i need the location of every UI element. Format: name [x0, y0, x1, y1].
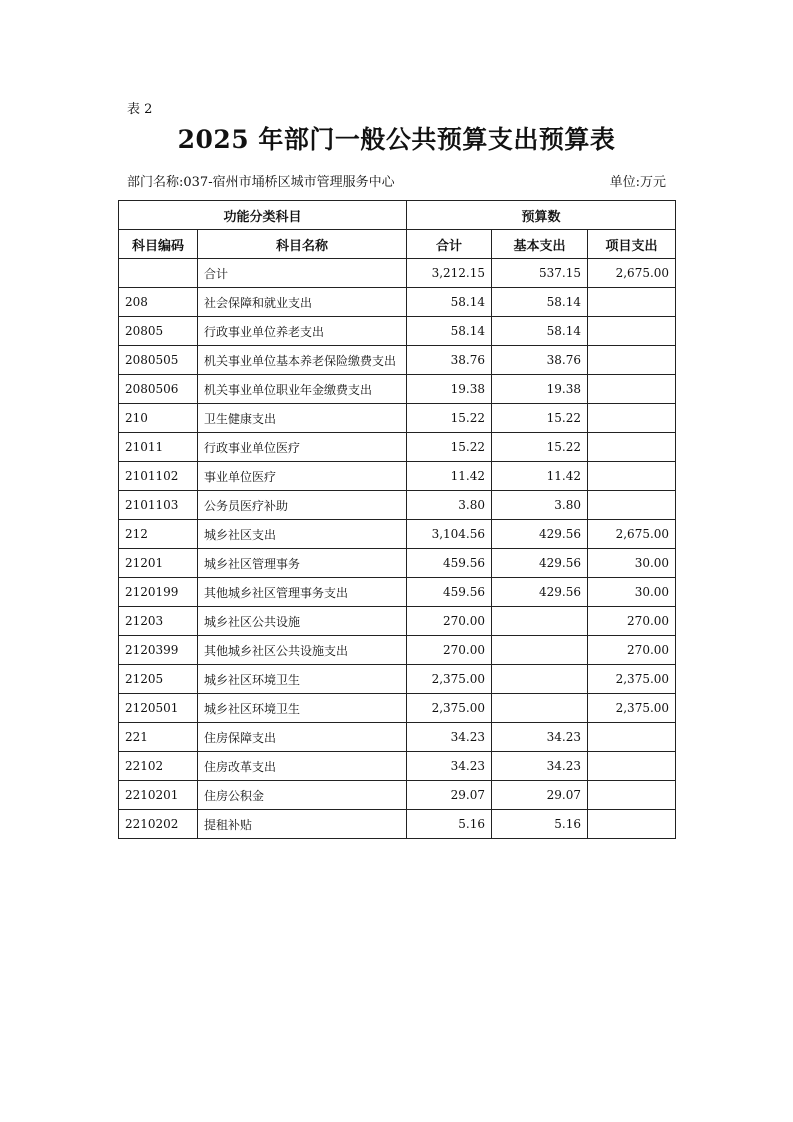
cell-code: 210: [119, 404, 198, 433]
column-header-name: 科目名称: [198, 230, 407, 259]
cell-total: 15.22: [407, 433, 492, 462]
department-name: 部门名称:037-宿州市埇桥区城市管理服务中心: [127, 175, 395, 190]
cell-total: 2,375.00: [407, 665, 492, 694]
cell-total: 29.07: [407, 781, 492, 810]
table-row: [119, 665, 676, 694]
cell-name: 城乡社区管理事务: [198, 549, 407, 578]
cell-code: 2101103: [119, 491, 198, 520]
table-row: [119, 578, 676, 607]
cell-total: 15.22: [407, 404, 492, 433]
cell-code: 212: [119, 520, 198, 549]
cell-name: 城乡社区环境卫生: [198, 694, 407, 723]
cell-name: 行政事业单位医疗: [198, 433, 407, 462]
cell-basic: [492, 607, 588, 636]
cell-project: [588, 462, 676, 491]
cell-code: 2210201: [119, 781, 198, 810]
column-header-code: 科目编码: [119, 230, 198, 259]
table-row: [119, 375, 676, 404]
table-row: [119, 259, 676, 288]
cell-basic: [492, 694, 588, 723]
cell-total: 11.42: [407, 462, 492, 491]
cell-name: 住房改革支出: [198, 752, 407, 781]
cell-basic: 5.16: [492, 810, 588, 839]
table-row: [119, 404, 676, 433]
budget-table-body: [119, 259, 676, 839]
cell-project: [588, 288, 676, 317]
cell-basic: 15.22: [492, 404, 588, 433]
group-header-row: [119, 201, 676, 230]
table-label: 表 2: [127, 102, 153, 117]
table-row: [119, 549, 676, 578]
cell-basic: 429.56: [492, 578, 588, 607]
cell-code: 2080506: [119, 375, 198, 404]
cell-name: 卫生健康支出: [198, 404, 407, 433]
cell-total: 459.56: [407, 549, 492, 578]
cell-code: 21203: [119, 607, 198, 636]
cell-total: 2,375.00: [407, 694, 492, 723]
cell-code: 2120199: [119, 578, 198, 607]
cell-project: [588, 346, 676, 375]
cell-basic: 15.22: [492, 433, 588, 462]
budget-table: [118, 200, 676, 839]
cell-name: 城乡社区环境卫生: [198, 665, 407, 694]
cell-name: 事业单位医疗: [198, 462, 407, 491]
cell-project: [588, 752, 676, 781]
cell-basic: 11.42: [492, 462, 588, 491]
table-row: [119, 694, 676, 723]
cell-basic: 34.23: [492, 752, 588, 781]
table-row: [119, 781, 676, 810]
cell-basic: [492, 665, 588, 694]
column-header-total: 合计: [407, 230, 492, 259]
column-header-basic: 基本支出: [492, 230, 588, 259]
cell-project: [588, 404, 676, 433]
cell-project: [588, 375, 676, 404]
cell-project: [588, 723, 676, 752]
cell-project: 2,675.00: [588, 520, 676, 549]
cell-basic: 19.38: [492, 375, 588, 404]
table-row: [119, 288, 676, 317]
cell-total: 38.76: [407, 346, 492, 375]
cell-project: [588, 491, 676, 520]
cell-name: 城乡社区公共设施: [198, 607, 407, 636]
cell-basic: 429.56: [492, 520, 588, 549]
cell-total: 5.16: [407, 810, 492, 839]
column-header-row: [119, 230, 676, 259]
table-row: [119, 752, 676, 781]
cell-project: 270.00: [588, 607, 676, 636]
cell-code: 22102: [119, 752, 198, 781]
table-row: [119, 346, 676, 375]
cell-name: 城乡社区支出: [198, 520, 407, 549]
cell-project: 2,375.00: [588, 665, 676, 694]
table-row: [119, 636, 676, 665]
cell-basic: 537.15: [492, 259, 588, 288]
cell-project: 2,675.00: [588, 259, 676, 288]
cell-basic: [492, 636, 588, 665]
cell-name: 其他城乡社区管理事务支出: [198, 578, 407, 607]
cell-project: [588, 781, 676, 810]
cell-basic: 3.80: [492, 491, 588, 520]
cell-project: 30.00: [588, 549, 676, 578]
cell-code: [119, 259, 198, 288]
cell-project: 270.00: [588, 636, 676, 665]
table-row: [119, 317, 676, 346]
unit-label: 单位:万元: [609, 175, 666, 190]
cell-name: 行政事业单位养老支出: [198, 317, 407, 346]
cell-project: [588, 317, 676, 346]
cell-total: 58.14: [407, 288, 492, 317]
cell-basic: 58.14: [492, 317, 588, 346]
cell-code: 2120501: [119, 694, 198, 723]
cell-total: 3.80: [407, 491, 492, 520]
cell-total: 58.14: [407, 317, 492, 346]
cell-project: [588, 433, 676, 462]
page-title: 2025 年部门一般公共预算支出预算表: [177, 125, 616, 154]
cell-basic: 58.14: [492, 288, 588, 317]
cell-project: 2,375.00: [588, 694, 676, 723]
table-row: [119, 607, 676, 636]
cell-code: 21011: [119, 433, 198, 462]
cell-total: 270.00: [407, 636, 492, 665]
table-row: [119, 723, 676, 752]
cell-total: 34.23: [407, 723, 492, 752]
cell-code: 2210202: [119, 810, 198, 839]
cell-basic: 38.76: [492, 346, 588, 375]
cell-total: 19.38: [407, 375, 492, 404]
table-row: [119, 520, 676, 549]
cell-total: 3,212.15: [407, 259, 492, 288]
cell-project: [588, 810, 676, 839]
cell-code: 20805: [119, 317, 198, 346]
cell-name: 机关事业单位职业年金缴费支出: [198, 375, 407, 404]
functional-classification-header: 功能分类科目: [119, 201, 407, 230]
cell-code: 21205: [119, 665, 198, 694]
cell-basic: 429.56: [492, 549, 588, 578]
cell-name: 机关事业单位基本养老保险缴费支出: [198, 346, 407, 375]
cell-code: 2101102: [119, 462, 198, 491]
cell-name: 提租补贴: [198, 810, 407, 839]
cell-basic: 29.07: [492, 781, 588, 810]
cell-name: 社会保障和就业支出: [198, 288, 407, 317]
table-row: [119, 491, 676, 520]
cell-code: 221: [119, 723, 198, 752]
cell-name: 公务员医疗补助: [198, 491, 407, 520]
cell-total: 3,104.56: [407, 520, 492, 549]
table-row: [119, 462, 676, 491]
cell-code: 2120399: [119, 636, 198, 665]
cell-code: 208: [119, 288, 198, 317]
cell-total: 34.23: [407, 752, 492, 781]
cell-code: 21201: [119, 549, 198, 578]
cell-total: 459.56: [407, 578, 492, 607]
cell-name: 合计: [198, 259, 407, 288]
cell-code: 2080505: [119, 346, 198, 375]
cell-name: 其他城乡社区公共设施支出: [198, 636, 407, 665]
cell-total: 270.00: [407, 607, 492, 636]
cell-name: 住房保障支出: [198, 723, 407, 752]
cell-project: 30.00: [588, 578, 676, 607]
cell-basic: 34.23: [492, 723, 588, 752]
column-header-project: 项目支出: [588, 230, 676, 259]
budget-amount-header: 预算数: [407, 201, 676, 230]
cell-name: 住房公积金: [198, 781, 407, 810]
table-row: [119, 433, 676, 462]
table-row: [119, 810, 676, 839]
